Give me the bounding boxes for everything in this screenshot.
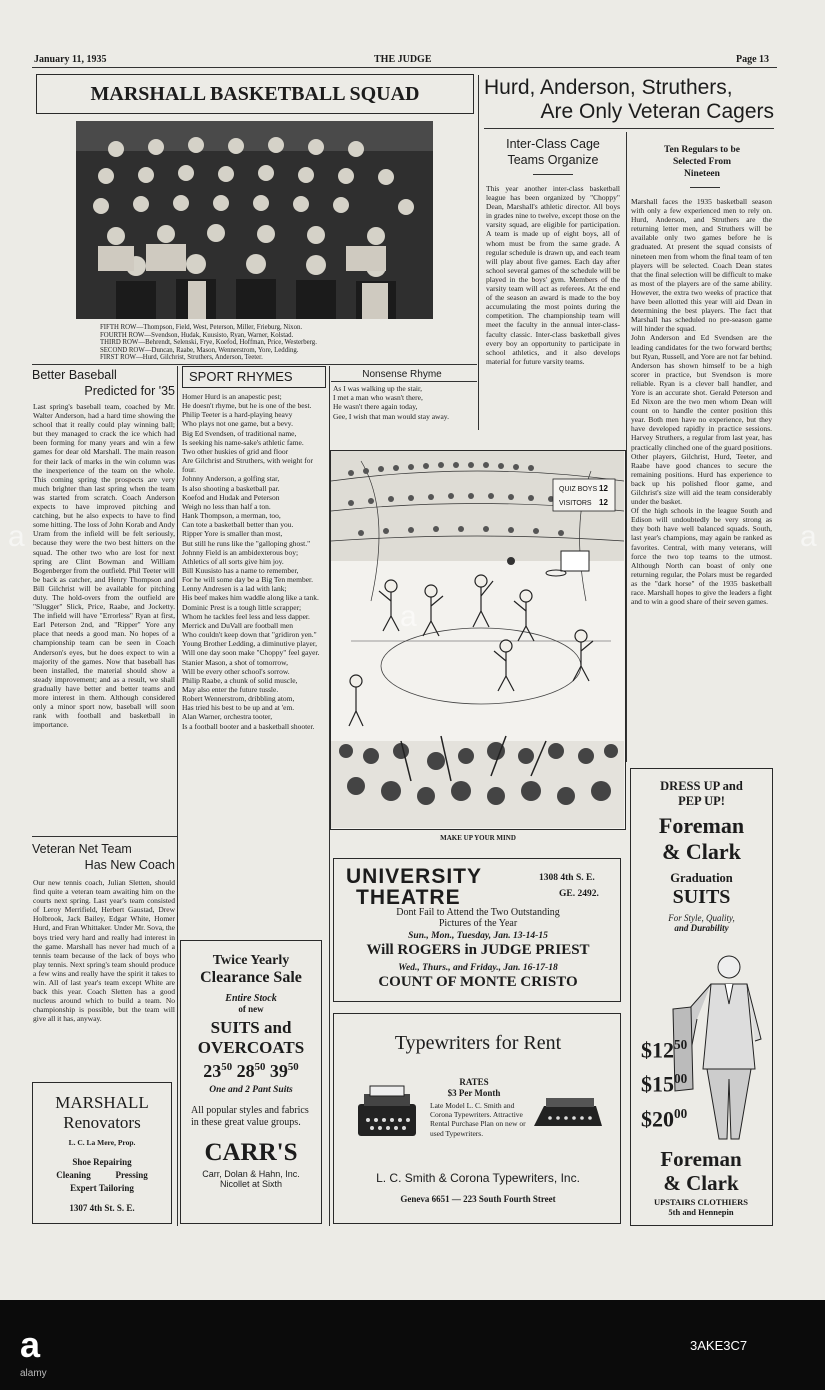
team-photo-illustration	[76, 121, 433, 319]
stock-credit: alamy	[20, 1368, 47, 1379]
theatre-addr-2: GE. 2492.	[559, 889, 599, 899]
nonsense-body: As I was walking up the stair, I met a man who wasn't there, He wasn't there again today, Gee, I wish that man would stay away.	[333, 384, 449, 421]
theatre-film-1: Will ROGERS in JUDGE PRIEST	[366, 942, 590, 958]
cartoon-frame	[330, 450, 626, 830]
typewriter-icon-right	[530, 1094, 606, 1134]
theatre-name-1: UNIVERSITY	[346, 865, 483, 888]
interclass-subhead: Inter-Class Cage Teams Organize	[506, 137, 600, 167]
renovators-name-2: Renovators	[63, 1113, 141, 1132]
masthead-date: January 11, 1935	[34, 54, 107, 65]
renovators-name-1: MARSHALL	[55, 1093, 149, 1112]
veteran-title-1: Hurd, Anderson, Struthers,	[484, 76, 733, 99]
renovators-prop: L. C. La Mere, Prop.	[68, 1138, 136, 1147]
carrs-line5: SUITS and	[210, 1018, 292, 1037]
baseball-title-1: Better Baseball	[32, 368, 117, 382]
watermark-right: a	[800, 520, 817, 553]
regulars-body: Marshall faces the 1935 basketball season with only a few experienced men to rely on. Hurd, Anderson, and Struthers are the returning letter men, and Struthers will be available only two games before he is graduated. At present the squad consists of nineteen men from whom the final team of ten players will be selected. Coach Dean states that the final selection will be difficult to make as most of the players are of the same ability. However, the extra two weeks of practice that have been allotted this year will aid Dean in determining the best players. The fact that Marshall has scheduled no pre-season game will hinder the squad. John Anderson and Ed Svendsen are the leading candidates for the two forward berths; but Ryan, Russell, and Yore are not far behind. Anderson has shown himself to be a high scorer in practice, but Svendson is more reliable. Ryan is a clever ball handler, and Yore is an accurate shot. Gerald Peterson and Ed Nixon are the two men whom Dean will count on to handle the center position this year. Both men have no experience, but they have developed rapidly in practice sessions. Harvey Struthers, a regular from last year, has practically clinched one of the guard positions. Other players, Gilchrist, Hurd, Teeter, and Raabe have good chances to secure the remaining positions. Hurd has experience to back up his polished floor game, and Gilchrist's size will aid the team considerably under the basket. Of the high schools in the league South and Edison will undoubtedly be very strong as they both have well balanced squads. South, last year's champions, may again be ranked as favorites. Central, with many veterans, will force the two top teams to the utmost. Although North can boast of only one returning regular, the Polars must be regarded as the "dark horse" of the 1935 basketball race. Marshall hopes to give the leaders a fight and to win a good share of their seven games.	[631, 197, 772, 607]
carrs-price-2: 28	[236, 1061, 255, 1081]
baseball-body: Last spring's baseball team, coached by Mr. Walter Anderson, had a hard time showing the school that it really could play winning ball; but they managed to crack the ice which had been forming for many years and win a few games for dear old Marshall. The main reason for their lack of marks in the win column was the inexperience of the team on the whole. This coming spring the prospects are very much brighter than last spring when the team was started from scratch. Coach Anderson expects to have improved pitching and catching, but he also expects to have to find some hitting. The loss of John Korab and Andy Uram from the infield will be felt seriously, because they were the two best hitters on the squad. The other two who are lost for next spring are Clint Bowman and William Bogenberger from the outfield. Phil Teeter will be back as catcher, and Henry Thompson and Bill Gilchrist will be available for pitching duty. The hold-overs from the outfield are "Slugger" Slick, Price, Raabe, and Jocketty. The infield will have "Errorless" Ryan at first, Earl Peterson 2nd, and "Ripper" Yore any place that needs a good man. No hopes of a championship team can be seen in Coach Anderson's eyes, but he does expect to win a majority of the games. Now that baseball has been installed, the material should show a steady improvement; and as a result, we shall gradually have better and better teams and more interest in them. Although considered only a minor sport now, baseball will soon rank with football and basketball in importance.	[33, 402, 175, 730]
foreman-price-1: $\$12^{50}$	[641, 1037, 688, 1063]
regulars-rule	[690, 187, 720, 188]
foreman-price-3: $\$20^{00}$	[641, 1106, 688, 1132]
masthead-page: Page 13	[736, 54, 770, 65]
carrs-firm: Carr, Dolan & Hahn, Inc.	[202, 1169, 300, 1179]
typewriters-title: Typewriters for Rent	[394, 1032, 562, 1054]
scoreboard-visitors: VISITORS	[559, 500, 592, 507]
watermark-left: a	[8, 520, 25, 553]
squad-bottom-rule	[32, 364, 477, 365]
basketball-cartoon	[331, 451, 624, 828]
nonsense-title: Nonsense Rhyme	[362, 369, 442, 380]
foreman-price-2-dollars: 15	[652, 1071, 674, 1097]
col-divider-3	[177, 366, 178, 1226]
foreman-tag-2: and Durability	[674, 923, 729, 933]
carrs-line6: OVERCOATS	[197, 1038, 305, 1057]
nonsense-title-rule	[331, 381, 477, 382]
scoreboard-visitors-score: 12	[599, 498, 608, 507]
foreman-price-1-dollars: 12	[652, 1037, 674, 1063]
foreman-price-3-dollars: 20	[652, 1106, 674, 1132]
renovators-address: 1307 4th St. S. E.	[69, 1203, 135, 1213]
foreman-price-3-cents: 00	[674, 1106, 688, 1121]
col-divider-1	[478, 75, 479, 430]
foreman-name-1: Foreman	[658, 813, 745, 838]
typewriters-rates: RATES	[459, 1077, 489, 1087]
typewriters-address: Geneva 6651 — 223 South Fourth Street	[400, 1194, 556, 1204]
foreman-footer-name-2: & Clark	[663, 1171, 739, 1195]
masthead-paper: THE JUDGE	[374, 54, 432, 65]
renovators-ad	[32, 1082, 172, 1224]
typewriters-company: L. C. Smith & Corona Typewriters, Inc.	[376, 1171, 580, 1185]
carrs-cents-2: 50	[254, 1061, 266, 1073]
veteran-rule	[484, 128, 774, 129]
carrs-ad	[180, 940, 322, 1224]
cartoon-caption: MAKE UP YOUR MIND	[440, 834, 516, 842]
typewriter-icon-left	[352, 1084, 422, 1140]
theatre-name-2: THEATRE	[356, 886, 461, 909]
carrs-line1: Twice Yearly	[212, 953, 290, 968]
squad-title: MARSHALL BASKETBALL SQUAD	[90, 83, 420, 105]
typewriters-desc: Late Model L. C. Smith and Corona Typewriters. Attractive Rental Purchase Plan on new or used Typewriters.	[430, 1101, 526, 1138]
foreman-dress-1: DRESS UP and	[660, 779, 743, 793]
carrs-styles: All popular styles and fabrics in these great value groups.	[191, 1105, 309, 1128]
carrs-line3: Entire Stock	[225, 993, 277, 1004]
rhymes-body: Homer Hurd is an anapestic pest; He doesn't rhyme, but he is one of the best. Philip Teeter is a hard-playing heavy Who plays not one game, but a bevy. Big Ed Svendsen, of traditional name, Is seeking his name-sake's athletic fame. Two other huskies of grid and floor Are Gilchrist and Struthers, with weight for four. Johnny Anderson, a golfing star, Is also shooting a basketball par. Koefod and Hudak and Peterson Weigh no less than half a ton. Hank Thompson, a merman, too, Can tote a basketball better than you. Ripper Yore is smaller than most, But still he runs like the "galloping ghost." Johnny Field is an ambidexterous boy; Athletics of all sorts give him joy. Bill Kuusisto has a name to remember, For he will some day be a Big Ten member. Lenny Andresen is a lad with lank; His beef makes him waddle along like a tank. Dominic Prest is a tough little scrapper; Whom he tackles feel less and less dapper. Merrick and DuVall are football men Who couldn't keep down that "gridiron yen." Young Brother Ledding, a diminutive player, Will one day soon make "Choppy" feel gayer. Stanier Mason, a shot of tomorrow, Will be every other school's sorrow. Philip Raabe, a chunk of solid muscle, May also enter the future tussle. Robert Wennerstrom, dribbling atom, Has tried his best to be up and at 'em. Alan Warner, orchestra tooter, Is a football booter and a basketball shooter.	[182, 392, 320, 731]
foreman-upstairs: UPSTAIRS CLOTHIERS	[653, 1197, 749, 1207]
tennis-rule	[32, 836, 177, 837]
typewriters-permonth: $3 Per Month	[447, 1088, 501, 1098]
foreman-address: 5th and Hennepin	[668, 1207, 734, 1217]
carrs-line4: of new	[238, 1004, 264, 1014]
carrs-cents-1: 50	[221, 1061, 233, 1073]
renovators-services-2: Cleaning Pressing	[56, 1170, 148, 1180]
foreman-tag-1: For Style, Quality,	[668, 913, 735, 923]
baseball-title-2: Predicted for '35	[84, 384, 175, 398]
theatre-ad	[333, 858, 621, 1002]
tennis-title-2: Has New Coach	[84, 858, 175, 872]
scoreboard-label: QUIZ BOYS	[559, 486, 598, 493]
theatre-pictures: Pictures of the Year	[438, 918, 518, 929]
foreman-name-2: & Clark	[662, 839, 741, 864]
squad-caption: FIFTH ROW—Thompson, Field, West, Peterson, Miller, Frieburg, Nixon. FOURTH ROW—Svendson, Hudak, Kuusisto, Ryan, Warner, Kolstad. THIRD ROW—Behrendt, Selenski, Frye, Koefod, Hoffman, Price, Westerberg. SECOND ROW—Duncan, Raabe, Mason, Wennerstrom, Yore, Ledding. FIRST ROW—Hurd, Gilchrist, Struthers, Anderson, Teeter.	[100, 324, 317, 362]
foreman-dress-2: PEP UP!	[678, 794, 725, 808]
carrs-name: CARR'S	[204, 1139, 298, 1166]
col-divider-2	[626, 132, 627, 762]
veteran-title-2: Are Only Veteran Cagers	[540, 100, 774, 123]
renovators-services-1: Shoe Repairing	[72, 1157, 132, 1167]
theatre-dates-1: Sun., Mon., Tuesday, Jan. 13-14-15	[408, 931, 548, 941]
tennis-title-1: Veteran Net Team	[32, 842, 132, 856]
foreman-footer	[631, 1147, 771, 1217]
foreman-footer-name-1: Foreman	[660, 1147, 742, 1171]
carrs-price-1: 23	[203, 1061, 222, 1081]
foreman-price-2-cents: 00	[674, 1071, 688, 1086]
theatre-dont: Dont Fail to Attend the Two Outstanding	[396, 907, 560, 918]
stock-logo-icon	[20, 1325, 75, 1365]
stock-logo-glyph: a	[20, 1325, 41, 1365]
theatre-addr-1: 1308 4th S. E.	[539, 873, 595, 883]
carrs-address: Nicollet at Sixth	[219, 1179, 283, 1189]
carrs-line2: Clearance Sale	[200, 969, 302, 986]
stock-image-id: 3AKE3C7	[690, 1338, 748, 1353]
typewriters-ad	[333, 1013, 621, 1224]
foreman-suits: SUITS	[672, 886, 731, 908]
foreman-grad: Graduation	[670, 871, 733, 885]
scoreboard-home: 12	[599, 484, 608, 493]
squad-title-box	[36, 74, 474, 114]
interclass-rule	[533, 174, 573, 175]
regulars-subhead: Ten Regulars to be Selected From Nineteen	[664, 145, 740, 179]
watermark-center: a	[400, 600, 417, 633]
theatre-film-2: COUNT OF MONTE CRISTO	[378, 974, 578, 990]
masthead-rule	[32, 67, 777, 68]
carrs-prices	[181, 1061, 321, 1082]
carrs-cents-3: 50	[287, 1061, 299, 1073]
renovators-services-3: Expert Tailoring	[70, 1183, 134, 1193]
tennis-body: Our new tennis coach, Julian Sletten, should find quite a veteran team awaiting him on the courts next spring. Last year's team consisted of Leroy Merrifield, Herbert Gaustad, Drew Holbrook, Jack Bailey, Edgar White, Homer Hurd, and Fran Whittaker. Under Mr. Sova, the boys tried very hard and really had interest in the game. Marshall has never had much of a tennis team because of the lack of boys who play tennis. Next spring's team should produce a few wins and really have the spirit it takes to win. All of last year's team except White are back this year. Coach Sletten has a good nucleus around which to build a team. No championship is possible, but the team will give all it has, anyway.	[33, 878, 175, 1024]
foreman-price-1-cents: 50	[674, 1037, 688, 1052]
squad-photo	[76, 121, 433, 319]
foreman-price-2: $\$15^{00}$	[641, 1071, 688, 1097]
theatre-dates-2: Wed., Thurs., and Friday., Jan. 16-17-18	[398, 963, 558, 973]
interclass-body: This year another inter-class basketball league has been organized by "Choppy" Dean, Marshall's athletic director. All boys in grades nine to twelve, except those on the varsity squad, are eligible for participation. A team is made up of eight boys, all of whom must be from the same grade. A regular schedule is drawn up, and each team will play about five games. Each day after school several games of the schedule will be played in the boys' gym. Members of the varsity team will act as referees. At the end of the season an award is made to the boy accumulating the most points during the competition. The championship team will meet the faculty in the annual inter-class-faculty classic. Inter-class basketball gives every boy an opportunity to participate in school athletics, and it also develops material for future varsity teams.	[486, 184, 620, 366]
carrs-price-3: 39	[269, 1061, 288, 1081]
rhymes-title: SPORT RHYMES	[189, 369, 293, 384]
rhymes-title-box	[182, 366, 326, 388]
foreman-ad	[630, 768, 773, 1226]
carrs-pants: One and 2 Pant Suits	[209, 1085, 293, 1095]
